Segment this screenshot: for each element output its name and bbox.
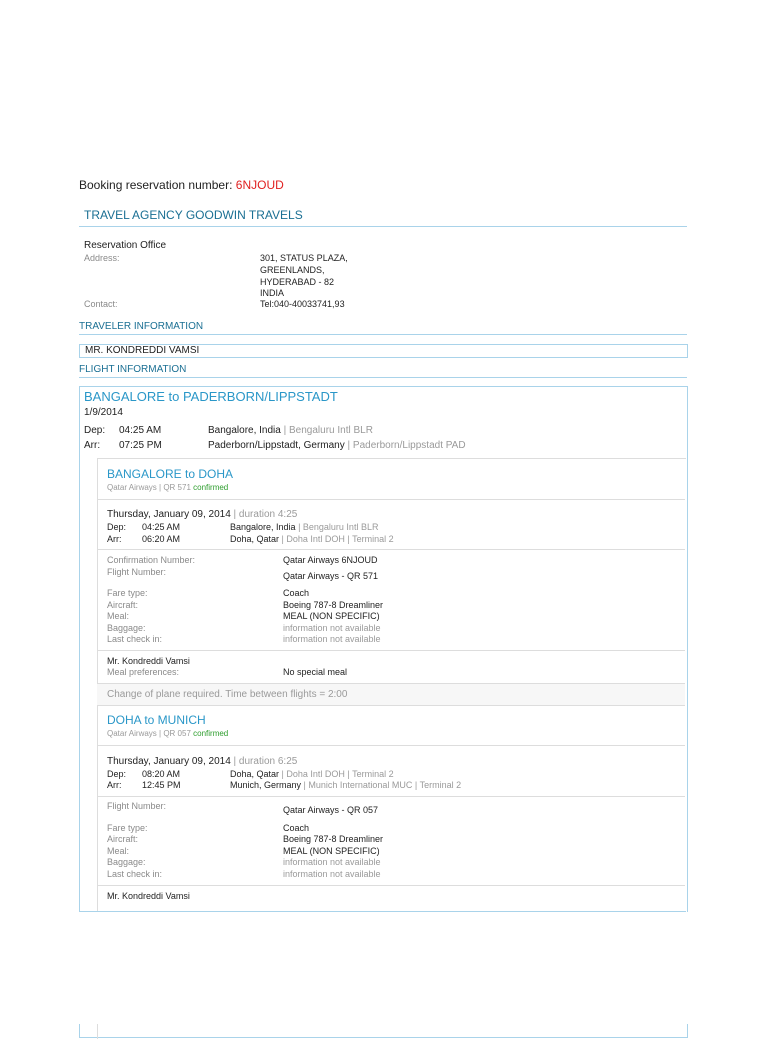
- contact-value: Tel:040-40033741,93: [260, 299, 345, 309]
- segment1-date: Thursday, January 09, 2014: [107, 509, 231, 520]
- segment1-title: BANGALORE to DOHA: [107, 467, 234, 481]
- segment2-checkin-label: Last check in:: [107, 869, 163, 879]
- segment1-aircraft-value: Boeing 787-8 Dreamliner: [283, 600, 384, 610]
- segment2-duration: | duration 6:25: [230, 756, 298, 767]
- page-bottom-blank: [0, 912, 768, 1024]
- segment1-arr-place: [230, 534, 394, 544]
- segment1-date-line: [107, 509, 297, 520]
- segment1-confirmation-label: Confirmation Number:: [107, 555, 196, 565]
- segment1-meal-pref-label: Meal preferences:: [107, 667, 180, 677]
- segment2-flight-value: Qatar Airways - QR 057: [283, 805, 379, 815]
- segment2-arr-city: Munich, Germany: [230, 780, 302, 790]
- segment2-date: Thursday, January 09, 2014: [107, 756, 231, 767]
- route-title: BANGALORE to PADERBORN/LIPPSTADT: [84, 389, 338, 404]
- segment1-fare-value: Coach: [283, 588, 310, 598]
- segment1-meal-label: Meal:: [107, 611, 130, 621]
- segment1-aircraft-label: Aircraft:: [107, 600, 139, 610]
- segment1-arr-time: 06:20 AM: [142, 534, 181, 544]
- segment1-carrier-line: [107, 483, 228, 492]
- traveler-name: MR. KONDREDDI VAMSI: [85, 345, 200, 356]
- segment2-arr-label: Arr:: [107, 780, 122, 790]
- segment2-date-line: [107, 756, 297, 767]
- segment1-dep-label: Dep:: [107, 522, 127, 532]
- segment2-flight-label: Flight Number:: [107, 801, 167, 811]
- segment2-dep-place: [230, 769, 394, 779]
- segment1-arr-label: Arr:: [107, 534, 122, 544]
- segment1-meal-pref-value: No special meal: [283, 667, 348, 677]
- route-dep-airport: | Bengaluru Intl BLR: [280, 425, 373, 436]
- segment1-arr-city: Doha, Qatar: [230, 534, 280, 544]
- segment1-confirmation-value: Qatar Airways 6NJOUD: [283, 555, 378, 565]
- route-dep-time: 04:25 AM: [119, 425, 162, 436]
- segment1-flight-label: Flight Number:: [107, 567, 167, 577]
- address-line-2: GREENLANDS,: [260, 265, 325, 275]
- segment1-dep-time: 04:25 AM: [142, 522, 181, 532]
- route-arr-airport: | Paderborn/Lippstadt PAD: [344, 440, 466, 451]
- segment1-meal-value: MEAL (NON SPECIFIC): [283, 611, 380, 621]
- address-line-1: 301, STATUS PLAZA,: [260, 253, 348, 263]
- segment1-passenger: Mr. Kondreddi Vamsi: [107, 656, 190, 666]
- segment1-dep-city: Bangalore, India: [230, 522, 296, 532]
- booking-label: Booking reservation number:: [79, 178, 233, 192]
- segment2-mid-divider: [97, 796, 685, 797]
- segment2-fare-label: Fare type:: [107, 823, 148, 833]
- segment2-dep-label: Dep:: [107, 769, 127, 779]
- segment1-duration: | duration 4:25: [230, 509, 298, 520]
- segment1-carrier: Qatar Airways | QR 571: [107, 483, 191, 492]
- segment2-aircraft-label: Aircraft:: [107, 834, 139, 844]
- route-dep-place: [208, 425, 373, 436]
- traveler-name-box: [79, 344, 688, 358]
- segment1-passenger-divider: [97, 650, 685, 651]
- route-arr-city: Paderborn/Lippstadt, Germany: [208, 440, 345, 451]
- office-label: Reservation Office: [84, 240, 167, 251]
- segment1-arr-airport: | Doha Intl DOH | Terminal 2: [279, 534, 394, 544]
- segment1-fare-label: Fare type:: [107, 588, 148, 598]
- flight-section-title: FLIGHT INFORMATION: [79, 364, 187, 375]
- segment2-passenger: Mr. Kondreddi Vamsi: [107, 891, 190, 901]
- segment2-baggage-value: information not available: [283, 857, 381, 867]
- connection-text: Change of plane required. Time between flights = 2:00: [107, 689, 348, 700]
- segment1-baggage-label: Baggage:: [107, 623, 146, 633]
- segment1-flight-value: Qatar Airways - QR 571: [283, 571, 379, 581]
- segment2-arr-place: [230, 780, 461, 790]
- segment2-carrier-line: [107, 729, 228, 738]
- segment2-baggage-label: Baggage:: [107, 857, 146, 867]
- segment2-arr-airport: | Munich International MUC | Terminal 2: [301, 780, 462, 790]
- route-arr-label: Arr:: [84, 440, 101, 451]
- route-arr-place: [208, 440, 466, 451]
- segment2-title: DOHA to MUNICH: [107, 713, 206, 727]
- segment2-meal-label: Meal:: [107, 846, 130, 856]
- booking-number: 6NJOUD: [235, 178, 284, 192]
- segment2-meal-value: MEAL (NON SPECIFIC): [283, 846, 380, 856]
- route-dep-city: Bangalore, India: [208, 425, 281, 436]
- segment2-fare-value: Coach: [283, 823, 310, 833]
- connection-bar: [97, 683, 685, 706]
- address-line-3: HYDERABAD - 82: [260, 277, 335, 287]
- segment1-dep-airport: | Bengaluru Intl BLR: [295, 522, 379, 532]
- traveler-divider: [79, 334, 687, 335]
- booking-line: [79, 178, 284, 192]
- segment1-checkin-label: Last check in:: [107, 634, 163, 644]
- traveler-section-title: TRAVELER INFORMATION: [79, 321, 204, 332]
- segment2-carrier: Qatar Airways | QR 057: [107, 729, 191, 738]
- segment1-baggage-value: information not available: [283, 623, 381, 633]
- agency-title: TRAVEL AGENCY GOODWIN TRAVELS: [84, 208, 303, 222]
- segment2-status: confirmed: [193, 729, 229, 738]
- segment1-top-divider: [97, 499, 685, 500]
- agency-divider: [79, 226, 687, 227]
- route-date: 1/9/2014: [84, 407, 123, 418]
- segment1-dep-place: [230, 522, 378, 532]
- address-label: Address:: [84, 253, 120, 263]
- segment1-status: confirmed: [193, 483, 229, 492]
- segment1-checkin-value: information not available: [283, 634, 381, 644]
- segment2-arr-time: 12:45 PM: [142, 780, 181, 790]
- segment2-passenger-divider: [97, 885, 685, 886]
- route-dep-label: Dep:: [84, 425, 106, 436]
- segment2-dep-time: 08:20 AM: [142, 769, 181, 779]
- contact-label: Contact:: [84, 299, 118, 309]
- segment2-checkin-value: information not available: [283, 869, 381, 879]
- segment2-dep-airport: | Doha Intl DOH | Terminal 2: [279, 769, 394, 779]
- flight-divider: [79, 377, 687, 378]
- segment2-aircraft-value: Boeing 787-8 Dreamliner: [283, 834, 384, 844]
- segment1-mid-divider: [97, 549, 685, 550]
- segment2-dep-city: Doha, Qatar: [230, 769, 280, 779]
- address-line-4: INDIA: [260, 288, 285, 298]
- segment2-top-divider: [97, 745, 685, 746]
- route-arr-time: 07:25 PM: [119, 440, 162, 451]
